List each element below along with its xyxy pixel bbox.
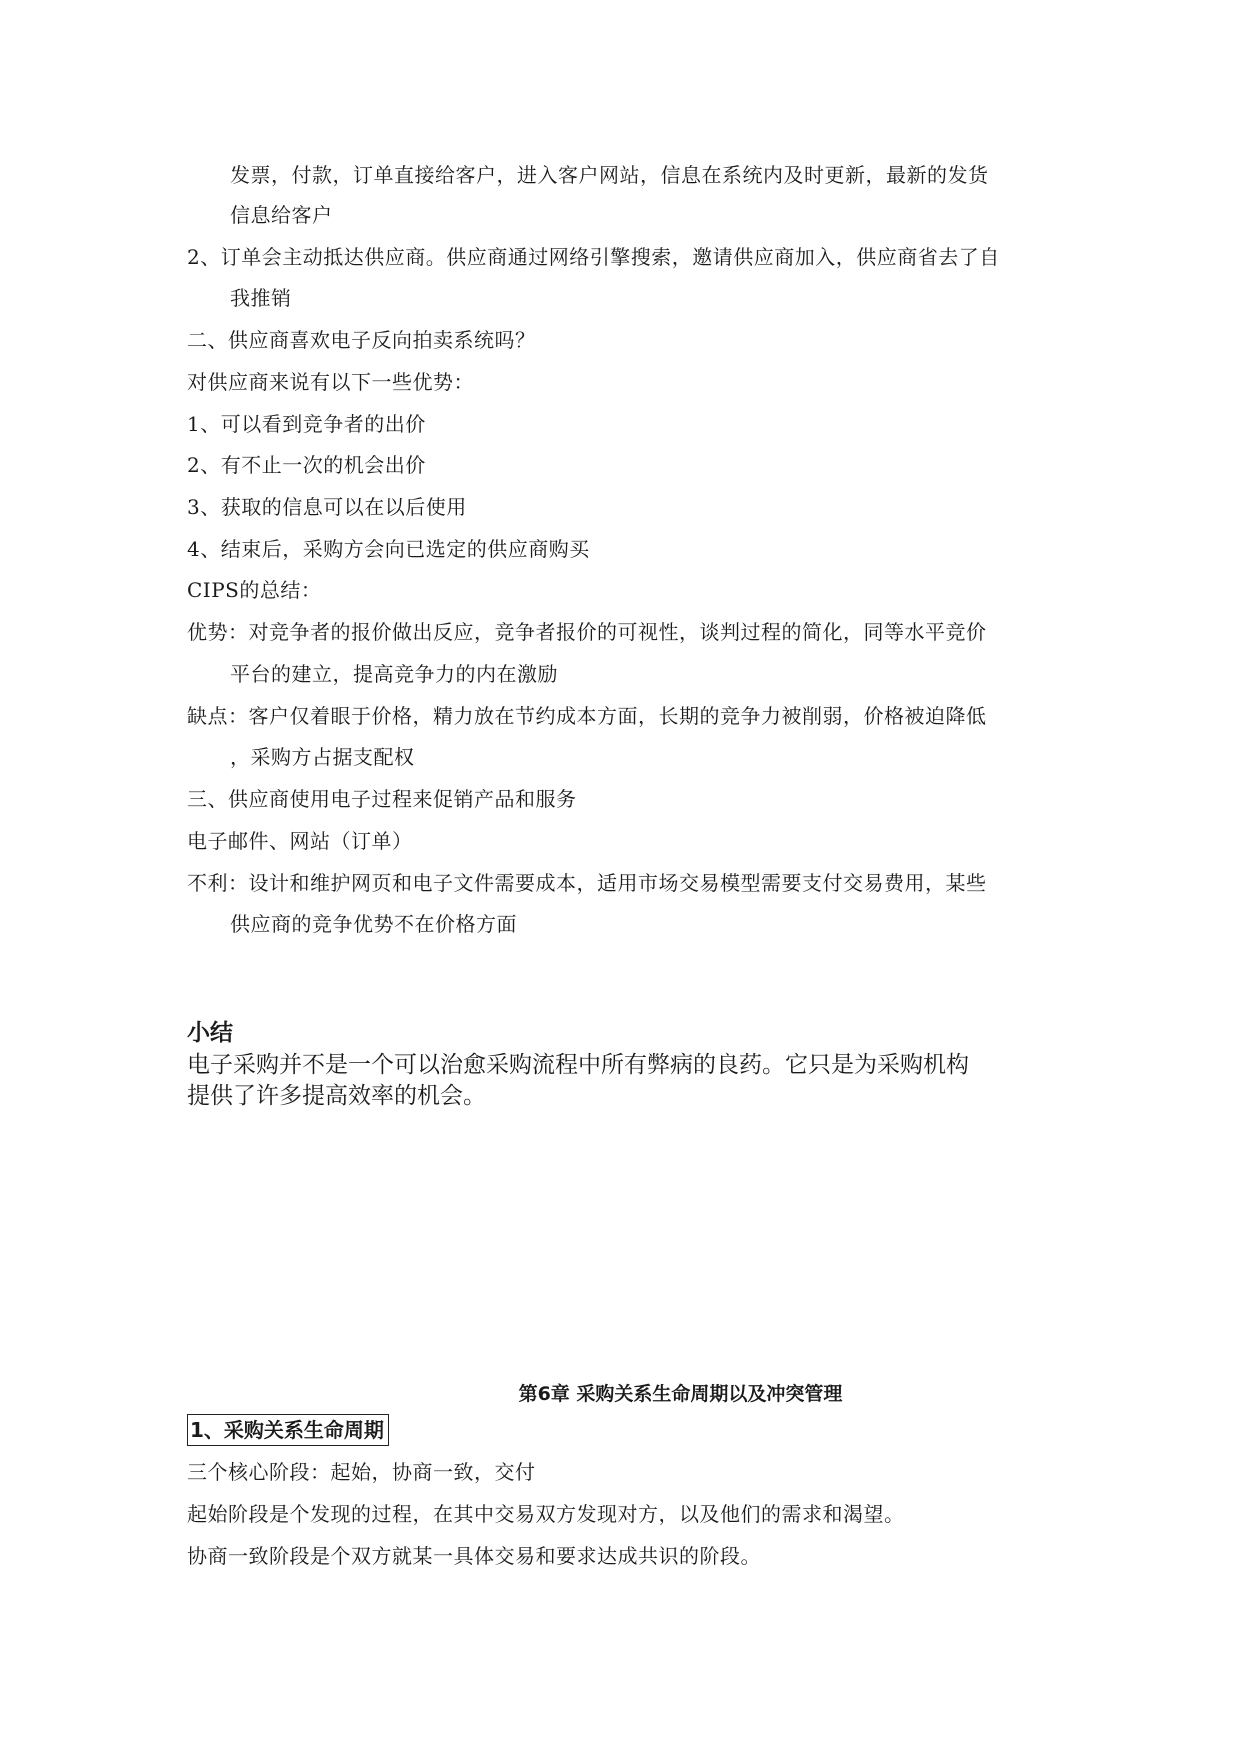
text-line: 我推销 — [230, 286, 292, 310]
text-line: ，采购方占据支配权 — [230, 745, 415, 769]
text-line: CIPS的总结： — [187, 578, 322, 602]
text-line: 优势：对竞争者的报价做出反应，竞争者报价的可视性，谈判过程的简化，同等水平竞价 — [187, 620, 987, 644]
text-line: 电子邮件、网站（订单） — [187, 829, 413, 853]
summary-text: 电子采购并不是一个可以治愈采购流程中所有弊病的良药。它只是为采购机构 — [187, 1052, 969, 1078]
text-line: 缺点：客户仅着眼于价格，精力放在节约成本方面，长期的竞争力被削弱，价格被迫降低 — [187, 704, 987, 728]
list-item: 1、可以看到竞争者的出价 — [187, 412, 426, 436]
section-heading: 三、供应商使用电子过程来促销产品和服务 — [187, 787, 577, 811]
list-item: 2、有不止一次的机会出价 — [187, 453, 426, 477]
text-line: 三个核心阶段：起始，协商一致，交付 — [187, 1460, 536, 1484]
text-line: 信息给客户 — [230, 203, 333, 227]
list-item: 4、结束后，采购方会向已选定的供应商购买 — [187, 537, 590, 561]
list-item: 3、获取的信息可以在以后使用 — [187, 495, 467, 519]
text-line: 不利：设计和维护网页和电子文件需要成本，适用市场交易模型需要支付交易费用，某些 — [187, 871, 987, 895]
text-line: 对供应商来说有以下一些优势： — [187, 370, 474, 394]
summary-heading: 小结 — [187, 1020, 233, 1046]
text-line: 发票，付款，订单直接给客户，进入客户网站，信息在系统内及时更新，最新的发货 — [230, 163, 989, 187]
text-line: 2、订单会主动抵达供应商。供应商通过网络引擎搜索，邀请供应商加入，供应商省去了自 — [187, 245, 1000, 269]
text-line: 起始阶段是个发现的过程，在其中交易双方发现对方，以及他们的需求和渴望。 — [187, 1502, 905, 1526]
chapter-title: 第6章 采购关系生命周期以及冲突管理 — [518, 1383, 843, 1405]
text-line: 供应商的竞争优势不在价格方面 — [230, 912, 517, 936]
boxed-section-title: 1、采购关系生命周期 — [187, 1414, 389, 1446]
section-heading: 二、供应商喜欢电子反向拍卖系统吗？ — [187, 328, 536, 352]
summary-text: 提供了许多提高效率的机会。 — [187, 1083, 486, 1109]
text-line: 协商一致阶段是个双方就某一具体交易和要求达成共识的阶段。 — [187, 1544, 761, 1568]
text-line: 平台的建立，提高竞争力的内在激励 — [230, 662, 558, 686]
